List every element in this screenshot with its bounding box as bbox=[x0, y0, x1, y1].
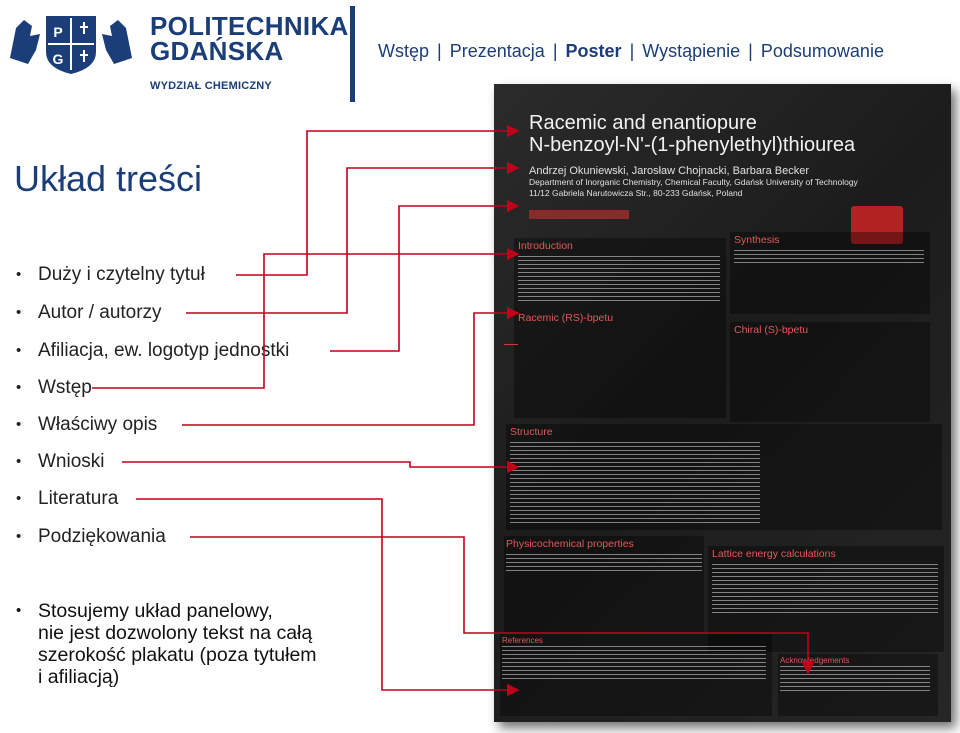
logo-letter-g: G bbox=[52, 51, 64, 67]
poster-heading-lattice: Lattice energy calculations bbox=[712, 548, 836, 560]
header-divider bbox=[350, 6, 355, 102]
poster-text-references bbox=[502, 646, 766, 680]
university-name bbox=[150, 11, 349, 66]
nav-item-prezentacja[interactable]: Prezentacja bbox=[449, 41, 545, 61]
connector-main-description bbox=[182, 313, 518, 425]
poster-heading-introduction: Introduction bbox=[518, 240, 573, 252]
bullet-item bbox=[16, 451, 105, 473]
university-name-line2: GDAŃSKA bbox=[150, 36, 284, 66]
poster-text-lattice bbox=[712, 564, 938, 614]
poster-text-acknowledgements bbox=[780, 666, 930, 692]
poster-heading-acknowledgements: Acknowledgements bbox=[780, 656, 850, 665]
bullet-item bbox=[16, 340, 289, 362]
panel-layout-note bbox=[16, 600, 317, 688]
poster-preview bbox=[494, 84, 951, 722]
bullet-text: Autor / autorzy bbox=[38, 302, 162, 323]
poster-panel-chiral bbox=[730, 322, 930, 422]
bullet-item bbox=[16, 414, 157, 436]
nav-item-wystapienie[interactable]: Wystąpienie bbox=[642, 41, 741, 61]
note-line: nie jest dozwolony tekst na całą bbox=[38, 622, 313, 644]
bullet-text: Literatura bbox=[38, 488, 119, 509]
bullet-text: Wnioski bbox=[38, 451, 105, 472]
university-name-line1: POLITECHNIKA bbox=[150, 11, 349, 41]
nav-separator: | bbox=[437, 41, 442, 61]
university-logo bbox=[6, 6, 136, 76]
poster-title-line1: Racemic and enantiopure bbox=[529, 112, 757, 134]
poster-title bbox=[529, 112, 855, 156]
poster-title-line2: N-benzoyl-N'-(1-phenylethyl)thiourea bbox=[529, 134, 856, 156]
logo-letter-p: P bbox=[53, 24, 63, 40]
bullet-item bbox=[16, 302, 162, 324]
bullet-text: Afiliacja, ew. logotyp jednostki bbox=[38, 340, 290, 361]
bullet-text: Wstęp bbox=[38, 377, 92, 398]
bullet-item bbox=[16, 377, 92, 399]
bullet-text: Duży i czytelny tytuł bbox=[38, 264, 205, 285]
connector-affiliation bbox=[330, 206, 518, 351]
note-line: i afiliacją) bbox=[38, 666, 120, 688]
note-line: szerokość plakatu (poza tytułem bbox=[38, 644, 317, 666]
bullet-item bbox=[16, 488, 118, 510]
slide-title: Układ treści bbox=[14, 158, 203, 199]
nav-separator: | bbox=[748, 41, 753, 61]
poster-text-introduction bbox=[518, 256, 720, 304]
section-nav bbox=[378, 41, 884, 62]
connector-title bbox=[236, 131, 518, 275]
poster-panel-physicochemical bbox=[504, 536, 704, 632]
poster-affiliation-2: 11/12 Gabriela Narutowicza Str., 80-233 Gdańsk, Poland bbox=[529, 188, 743, 198]
poster-text-synthesis bbox=[734, 250, 924, 264]
bullet-text: Właściwy opis bbox=[38, 414, 158, 435]
poster-heading-structure: Structure bbox=[510, 426, 553, 438]
connector-conclusions bbox=[122, 462, 518, 467]
poster-authors-block bbox=[529, 166, 858, 199]
nav-item-podsumowanie[interactable]: Podsumowanie bbox=[760, 41, 884, 61]
nav-item-poster[interactable]: Poster bbox=[565, 41, 622, 61]
poster-arrow-mark bbox=[504, 344, 518, 345]
note-line: • Stosujemy układ panelowy, bbox=[38, 600, 273, 622]
poster-heading-references: References bbox=[502, 636, 543, 645]
poster-heading-chiral: Chiral (S)-bpetu bbox=[734, 324, 809, 336]
faculty-name: WYDZIAŁ CHEMICZNY bbox=[150, 80, 272, 92]
poster-affiliation-1: Department of Inorganic Chemistry, Chemical Faculty, Gdańsk University of Technology bbox=[529, 177, 858, 187]
poster-heading-racemic: Racemic (RS)-bpetu bbox=[518, 312, 614, 324]
bullet-item bbox=[16, 264, 205, 286]
poster-text-structure bbox=[510, 442, 760, 524]
poster-panel-racemic bbox=[514, 310, 726, 418]
nav-separator: | bbox=[552, 41, 558, 61]
poster-authors: Andrzej Okuniewski, Jarosław Chojnacki, Barbara Becker bbox=[529, 165, 810, 177]
nav-item-wstep[interactable]: Wstęp bbox=[378, 41, 430, 61]
bullet-text: Podziękowania bbox=[38, 526, 166, 547]
nav-separator: | bbox=[629, 41, 635, 61]
connector-authors bbox=[186, 168, 518, 313]
poster-text-physicochemical bbox=[506, 554, 702, 574]
poster-heading-synthesis: Synthesis bbox=[734, 234, 780, 246]
poster-heading-physicochemical: Physicochemical properties bbox=[506, 538, 634, 550]
bullet-item bbox=[16, 526, 166, 548]
poster-email-bar bbox=[529, 210, 629, 219]
